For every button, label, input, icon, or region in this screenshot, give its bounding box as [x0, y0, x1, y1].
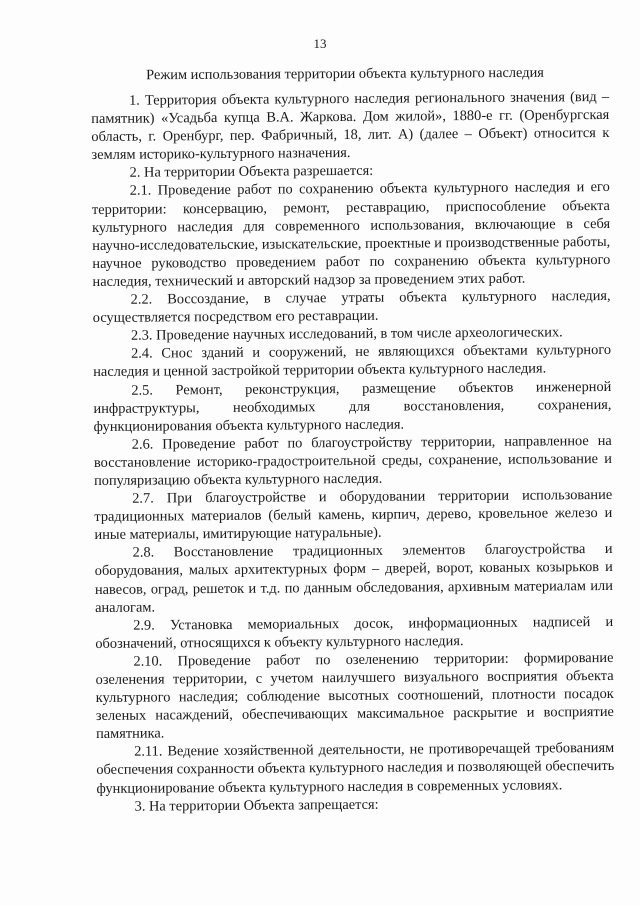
- paragraph-1: 1. Территория объекта культурного наследия регионального значения (вид – памятник) «Усадьба купца В.А. Жаркова. Дом жилой», 1880-е гг. (Оренбургская область, г. Оренбург, пер. Фабричный, 18, лит. А) (далее – Объект) относится к землям историко-культурного назначения.: [91, 88, 610, 164]
- paragraph-2-3: 2.3. Проведение научных исследований, в том числе археологических.: [130, 324, 563, 344]
- page-number: 13: [313, 36, 327, 51]
- section-title: Режим использования территории объекта культурного наследия: [146, 64, 544, 84]
- paragraph-2-11: 2.11. Ведение хозяйственной деятельности, не противоречащей требованиям обеспечения сохранности объекта культурного наследия и позволяющей обеспечить функционирование объекта культурного наследия в современных условиях.: [96, 740, 615, 797]
- paragraph-2-8: 2.8. Восстановление традиционных элементов благоустройства и оборудования, малых архитектурных форм – дверей, ворот, кованых козырьков и навесов, оград, решеток и т.д. по данным обследования, архивным материалам или аналогам.: [94, 541, 613, 616]
- paragraph-2-1: 2.1. Проведение работ по сохранению объекта культурного наследия и его территории: консервацию, ремонт, реставрацию, приспособление объекта культурного наследия для современного использования, включающие в себя научно-исследовательские, изыскательские, проектные и производственные работы, научное руководство проведением работ по сохранению объекта культурного наследия, технический и авторский надзор за проведением этих работ.: [91, 179, 611, 290]
- document-body: [91, 88, 615, 816]
- paragraph-2-5: 2.5. Ремонт, реконструкция, размещение объектов инженерной инфраструктуры, необходимых для восстановления, сохранения, функционирования объекта культурного наследия.: [93, 378, 612, 435]
- paragraph-2-10: 2.10. Проведение работ по озеленению территории: формирование озеленения территории, с учетом наилучшего визуального восприятия объекта культурного наследия; соблюдение высотных соотношений, плотности посадок зеленых насаждений, обеспечивающих максимальное раскрытие и восприятие памятника.: [95, 649, 614, 743]
- paragraph-2: 2. На территории Объекта разрешается:: [129, 163, 374, 182]
- paragraph-2-9: 2.9. Установка мемориальных досок, информационных надписей и обозначений, относящихся к объекту культурного наследия.: [95, 613, 614, 652]
- paragraph-2-6: 2.6. Проведение работ по благоустройству территории, направленное на восстановление историко-градостроительной среды, сохранение, использование и популяризацию объекта культурного наследия.: [93, 432, 612, 489]
- paragraph-2-7: 2.7. При благоустройстве и оборудовании территории использование традиционных материалов (белый камень, кирпич, дерево, кровельное железо и иные материалы, имитирующие натуральные).: [94, 486, 613, 544]
- paragraph-2-4: 2.4. Снос зданий и сооружений, не являющихся объектами культурного наследия и ценной застройкой территории объекта культурного наследия.: [93, 342, 612, 381]
- paragraph-2-2: 2.2. Воссоздание, в случае утраты объекта культурного наследия, осуществляется посредством его реставрации.: [92, 287, 611, 327]
- paragraph-3: 3. На территории Объекта запрещается:: [134, 796, 379, 815]
